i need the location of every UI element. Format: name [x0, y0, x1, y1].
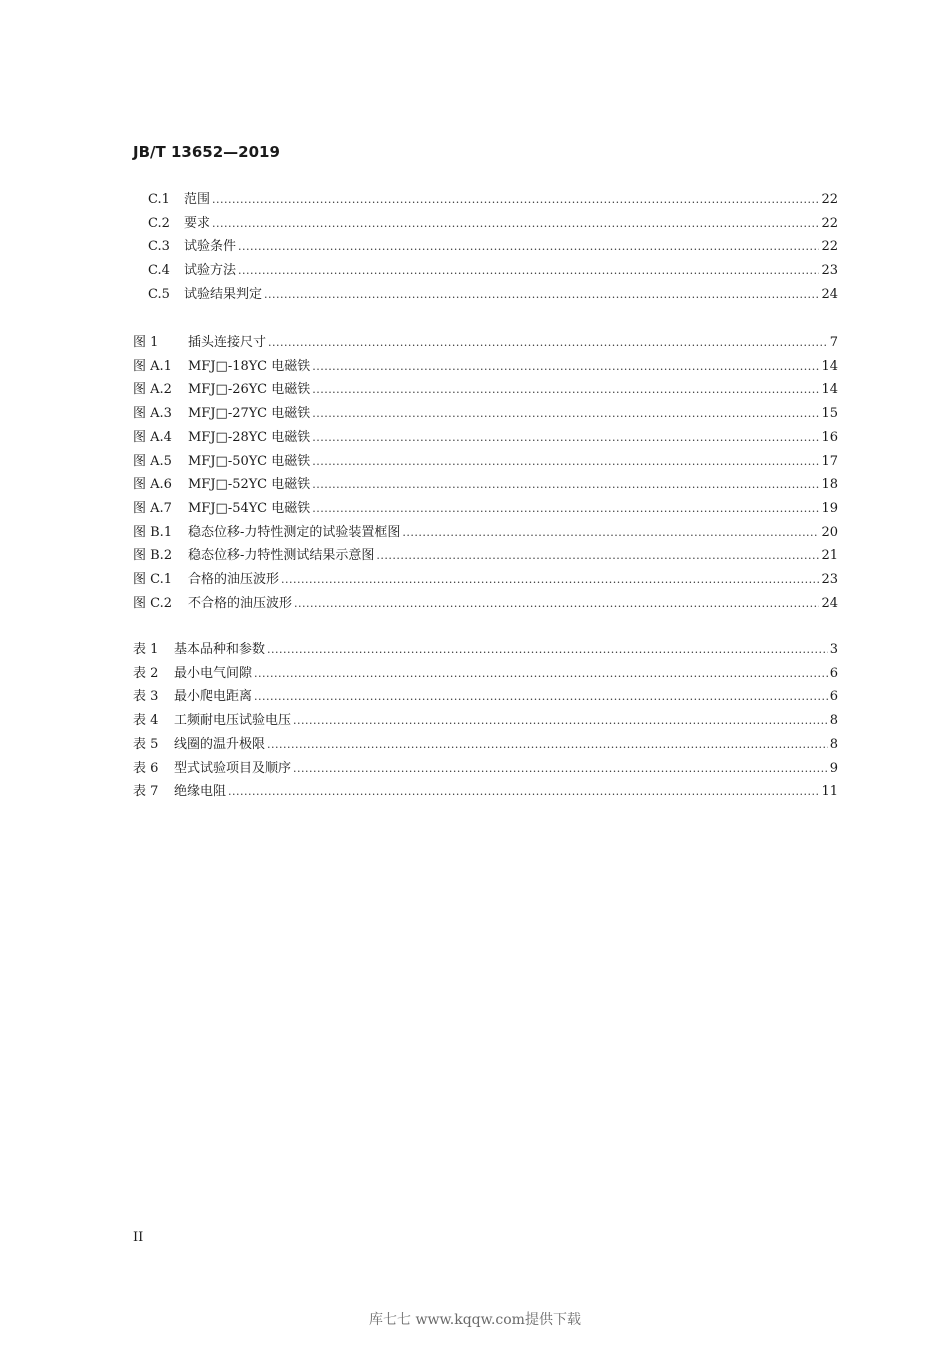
toc-entry-title: 稳态位移-力特性测试结果示意图	[188, 548, 375, 564]
toc-entry-page: 23	[821, 572, 838, 587]
toc-entry-title: 最小爬电距离	[174, 689, 253, 705]
toc-entry-number: 图 B.1	[133, 524, 173, 540]
toc-entry-title: MFJ□-18YC 电磁铁	[188, 358, 311, 374]
toc-entry[interactable]	[148, 283, 838, 303]
toc-entry-title: MFJ□-28YC 电磁铁	[188, 429, 311, 445]
toc-leader-dots	[376, 548, 819, 564]
toc-entry-page: 22	[821, 192, 838, 207]
toc-leader-dots	[293, 761, 828, 777]
toc-leader-dots	[294, 596, 819, 612]
toc-entry-title: 范围	[184, 192, 211, 207]
toc-entry-number: 图 A.3	[133, 406, 172, 422]
toc-leader-dots	[212, 216, 819, 232]
toc-entry[interactable]	[133, 757, 838, 777]
toc-entry-number: 图 C.1	[133, 572, 173, 587]
toc-entry-number: 图 C.2	[133, 595, 173, 611]
toc-leader-dots	[312, 382, 819, 398]
toc-entry-title: MFJ□-26YC 电磁铁	[188, 382, 311, 398]
toc-leader-dots	[228, 784, 819, 800]
toc-entry[interactable]	[148, 212, 838, 232]
toc-entry-page: 20	[821, 524, 838, 540]
toc-entry-number: 表 4	[133, 713, 159, 729]
toc-entry[interactable]	[133, 544, 838, 564]
toc-entry[interactable]	[133, 521, 838, 541]
toc-entry-title: 型式试验项目及顺序	[174, 760, 292, 776]
toc-entry-title: 线圈的温升极限	[174, 736, 266, 752]
toc-entry[interactable]	[133, 426, 838, 446]
toc-entry[interactable]	[133, 638, 838, 658]
toc-leader-dots	[268, 335, 828, 351]
toc-entry-number: 图 B.2	[133, 548, 173, 564]
toc-entry-page: 7	[829, 335, 838, 350]
toc-entry[interactable]	[133, 331, 838, 351]
toc-entry[interactable]	[133, 662, 838, 682]
toc-entry-page: 11	[821, 784, 838, 800]
toc-entry[interactable]	[133, 568, 838, 588]
toc-leader-dots	[312, 454, 819, 470]
toc-entry[interactable]	[133, 473, 838, 493]
toc-entry[interactable]	[133, 685, 838, 705]
toc-entry-title: 试验条件	[184, 239, 237, 255]
toc-entry[interactable]	[133, 780, 838, 800]
toc-entry-title: 合格的油压波形	[188, 572, 280, 587]
toc-entry-title: 试验结果判定	[184, 286, 263, 302]
toc-entry-number: 图 A.4	[133, 429, 172, 445]
toc-leader-dots	[267, 737, 828, 753]
toc-entry-number: C.4	[148, 263, 170, 279]
toc-entry-page: 9	[829, 760, 838, 776]
toc-entry-page: 15	[821, 406, 838, 422]
toc-entry-number: 图 A.1	[133, 358, 172, 374]
toc-leader-dots	[212, 192, 819, 208]
toc-entry-number: 表 3	[133, 689, 159, 705]
page-number: II	[133, 1230, 144, 1245]
toc-entry-number: 表 1	[133, 642, 159, 657]
toc-entry[interactable]	[133, 355, 838, 375]
toc-leader-dots	[293, 713, 828, 729]
toc-entry[interactable]	[133, 378, 838, 398]
toc-entry-page: 6	[829, 665, 838, 681]
toc-entry[interactable]	[133, 709, 838, 729]
toc-entry-title: 试验方法	[184, 263, 237, 279]
toc-entry-number: C.1	[148, 192, 170, 207]
toc-entry-page: 22	[821, 239, 838, 255]
toc-entry-title: 插头连接尺寸	[188, 335, 267, 350]
toc-entry-title: 不合格的油压波形	[188, 595, 293, 611]
toc-entry[interactable]	[133, 592, 838, 612]
toc-entry-number: C.5	[148, 286, 170, 302]
toc-leader-dots	[238, 239, 819, 255]
toc-leader-dots	[281, 572, 819, 588]
toc-entry[interactable]	[133, 497, 838, 517]
toc-entry-title: MFJ□-27YC 电磁铁	[188, 406, 311, 422]
toc-entry-title: 绝缘电阻	[174, 784, 227, 800]
toc-entry-number: 图 A.2	[133, 382, 172, 398]
toc-leader-dots	[312, 406, 819, 422]
toc-entry-title: 最小电气间隙	[174, 665, 253, 681]
toc-entry-number: C.3	[148, 239, 170, 255]
toc-entry-number: C.2	[148, 215, 170, 231]
toc-entry-page: 17	[821, 453, 838, 469]
toc-entry-number: 图 A.7	[133, 500, 172, 516]
toc-entry-page: 19	[821, 500, 838, 516]
toc-leader-dots	[238, 263, 819, 279]
toc-entry-page: 21	[821, 548, 838, 564]
toc-entry-page: 24	[821, 286, 838, 302]
toc-entry-title: MFJ□-52YC 电磁铁	[188, 477, 311, 493]
toc-entry-page: 22	[821, 215, 838, 231]
document-code-header: JB/T 13652—2019	[133, 143, 280, 161]
toc-entry-page: 8	[829, 736, 838, 752]
toc-entry-page: 24	[821, 595, 838, 611]
toc-entry-page: 18	[821, 477, 838, 493]
download-watermark: 库七七 www.kqqw.com提供下载	[369, 1312, 581, 1328]
toc-entry-number: 图 A.5	[133, 453, 172, 469]
toc-entry-title: 基本品种和参数	[174, 642, 266, 657]
toc-entry[interactable]	[133, 402, 838, 422]
toc-leader-dots	[312, 477, 819, 493]
toc-leader-dots	[267, 642, 828, 658]
toc-entry-page: 23	[821, 263, 838, 279]
toc-entry-page: 8	[829, 713, 838, 729]
toc-leader-dots	[312, 430, 819, 446]
toc-leader-dots	[312, 359, 819, 375]
toc-entry-number: 表 6	[133, 760, 159, 776]
toc-entry-page: 3	[829, 642, 838, 657]
toc-entry-page: 6	[829, 689, 838, 705]
toc-entry-number: 表 7	[133, 784, 159, 800]
toc-entry[interactable]	[148, 188, 838, 208]
toc-entry-title: MFJ□-54YC 电磁铁	[188, 500, 311, 516]
toc-entry-page: 14	[821, 382, 838, 398]
toc-leader-dots	[402, 525, 819, 541]
toc-entry-title: 稳态位移-力特性测定的试验装置框图	[188, 524, 401, 540]
toc-entry-number: 图 A.6	[133, 477, 172, 493]
toc-entry[interactable]	[148, 235, 838, 255]
toc-entry-number: 表 5	[133, 736, 159, 752]
toc-leader-dots	[254, 666, 828, 682]
toc-entry-number: 图 1	[133, 335, 159, 350]
toc-leader-dots	[264, 287, 819, 303]
toc-entry[interactable]	[133, 450, 838, 470]
toc-entry[interactable]	[133, 733, 838, 753]
toc-entry-title: MFJ□-50YC 电磁铁	[188, 453, 311, 469]
toc-entry-number: 表 2	[133, 665, 159, 681]
toc-entry[interactable]	[148, 259, 838, 279]
toc-leader-dots	[312, 501, 819, 517]
toc-entry-title: 工频耐电压试验电压	[174, 713, 292, 729]
toc-entry-page: 16	[821, 429, 838, 445]
toc-leader-dots	[254, 689, 828, 705]
toc-entry-title: 要求	[184, 215, 211, 231]
toc-entry-page: 14	[821, 358, 838, 374]
